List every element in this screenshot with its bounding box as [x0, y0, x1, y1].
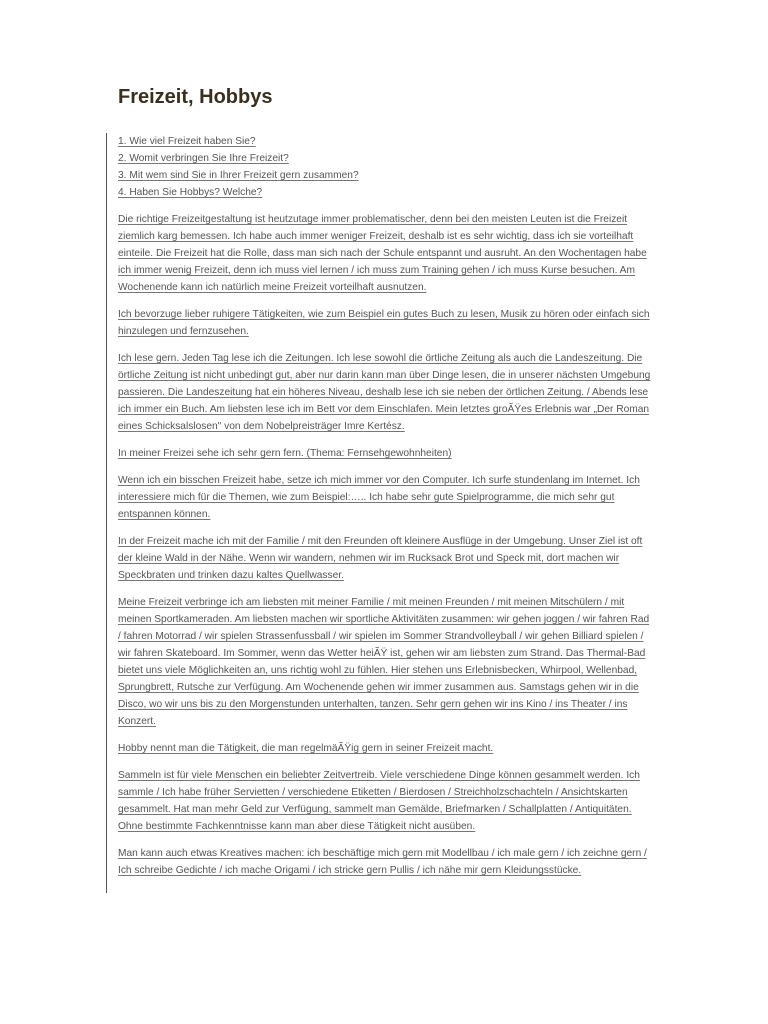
question-item: 2. Womit verbringen Sie Ihre Freizeit? [118, 153, 289, 164]
paragraph-freizeitgestaltung: Die richtige Freizeitgestaltung ist heutzutage immer problematischer, denn bei den meisten Leuten ist die Freizeit ziemlich karg bemessen. Ich habe auch immer weniger Freizeit, deshalb ist es sehr wichtig, dass ich sie vorteilhaft einteile. Die Freizeit hat die Rolle, dass man sich nach der Schule entspannt und ausruht. An den Wochentagen habe ich immer wenig Freizeit, denn ich muss viel lernen / ich muss zum Training gehen / ich muss Kurse besuchen. Am Wochenende kann ich natürlich meine Freizeit vorteilhaft ausnutzen. [118, 214, 647, 293]
paragraph-sport-aktivitaeten: Meine Freizeit verbringe ich am liebsten mit meiner Familie / mit meinen Freunden / mit meinen Mitschülern / mit meinen Sportkameraden. Am liebsten machen wir sportliche Aktivitäten zusammen: wir gehen joggen / wir fahren Rad / fahren Motorrad / wir spielen Strassenfussball / wir spielen im Sommer Strandvolleyball / wir gehen Billiard spielen / wir fahren Skateboard. Im Sommer, wenn das Wetter heiÃŸ ist, gehen wir am liebsten zum Strand. Das Thermal-Bad bietet uns viele Möglichkeiten an, uns richtig wohl zu fühlen. Hier stehen uns Erlebnisbecken, Whirpool, Wellenbad, Sprungbrett, Rutsche zur Verfügung. Am Wochenende gehen wir immer zusammen aus. Samstags gehen wir in die Disco, wo wir uns bis zu den Morgenstunden unterhalten, tanzen. Sehr gern gehen wir ins Kino / ins Theater / ins Konzert. [118, 597, 650, 727]
paragraph-lesen: Ich lese gern. Jeden Tag lese ich die Zeitungen. Ich lese sowohl die örtliche Zeitung als auch die Landeszeitung. Die örtliche Zeitung ist nicht unbedingt gut, aber nur darin kann man über Dinge lesen, die in unserer nächsten Umgebung passieren. Die Landeszeitung hat ein höheres Niveau, deshalb lese ich sie neben der örtlichen Zeitung. / Abends lese ich immer ein Buch. Am liebsten lese ich im Bett vor dem Einschlafen. Mein letztes groÃŸes Erlebnis war „Der Roman eines Schicksalslosen" von dem Nobelpreisträger Imre Kertész. [118, 353, 651, 432]
question-item: 4. Haben Sie Hobbys? Welche? [118, 187, 263, 198]
question-item: 3. Mit wem sind Sie in Ihrer Freizeit gern zusammen? [118, 170, 359, 181]
paragraph-ausfluege: In der Freizeit mache ich mit der Familie / mit den Freunden oft kleinere Ausflüge in der Umgebung. Unser Ziel ist oft der kleine Wald in der Nähe. Wenn wir wandern, nehmen wir im Rucksack Brot und Speck mit, dort machen wir Speckbraten und trinken dazu kaltes Quellwasser. [118, 536, 643, 581]
document-body [106, 133, 651, 893]
paragraph-ruhige-taetigkeiten: Ich bevorzuge lieber ruhigere Tätigkeiten, wie zum Beispiel ein gutes Buch zu lesen, Musik zu hören oder einfach sich hinzulegen und fernzusehen. [118, 309, 650, 337]
paragraph-sammeln: Sammeln ist für viele Menschen ein beliebter Zeitvertreib. Viele verschiedene Dinge können gesammelt werden. Ich sammle / Ich habe früher Servietten / verschiedene Etiketten / Bierdosen / Streichholzschachteln / Ansichtskarten gesammelt. Hat man mehr Geld zur Verfügung, sammelt man Gemälde, Briefmarken / Schallplatten / Antiquitäten. Ohne bestimmte Fachkenntnisse kann man aber diese Tätigkeit nicht ausüben. [118, 770, 640, 832]
question-list [118, 133, 651, 201]
paragraph-fernsehen: In meiner Freizei sehe ich sehr gern fern. (Thema: Fernsehgewohnheiten) [118, 448, 452, 459]
paragraph-hobby-definition: Hobby nennt man die Tätigkeit, die man regelmäÃŸig gern in seiner Freizeit macht. [118, 743, 494, 754]
question-item: 1. Wie viel Freizeit haben Sie? [118, 136, 256, 147]
page-title: Freizeit, Hobbys [118, 86, 273, 108]
paragraph-kreatives: Man kann auch etwas Kreatives machen: ich beschäftige mich gern mit Modellbau / ich male gern / ich zeichne gern / Ich schreibe Gedichte / ich mache Origami / ich stricke gern Pullis / ich nähe mir gern Kleidungsstücke. [118, 848, 647, 876]
paragraph-computer: Wenn ich ein bisschen Freizeit habe, setze ich mich immer vor den Computer. Ich surfe stundenlang im Internet. Ich interessiere mich für die Themen, wie zum Beispiel:….. Ich habe sehr gute Spielprogramme, die mich sehr gut entspannen können. [118, 475, 640, 520]
